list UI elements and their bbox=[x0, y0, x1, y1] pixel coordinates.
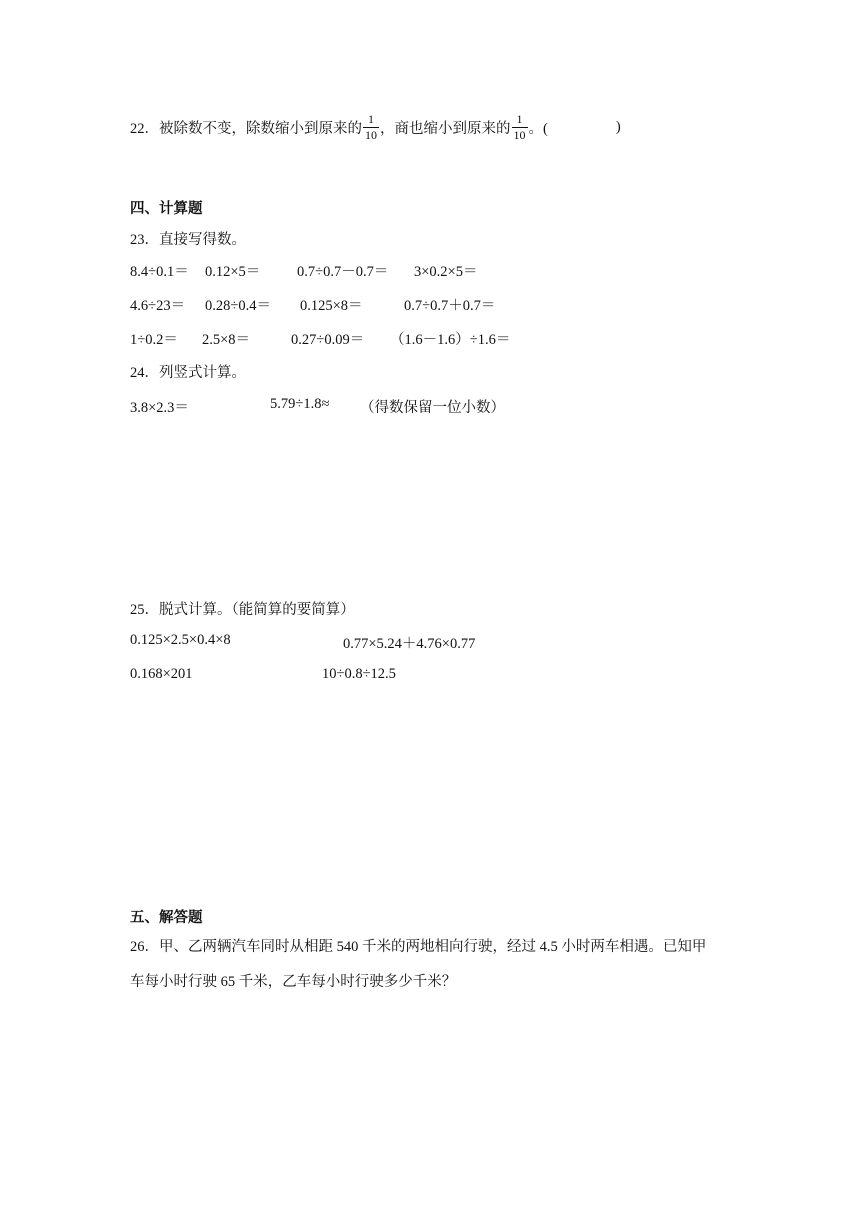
calc-item: 3.8×2.3＝ bbox=[130, 400, 189, 416]
calc-item: （1.6－1.6）÷1.6＝ bbox=[390, 332, 511, 348]
calc-item: 0.27÷0.09＝ bbox=[291, 332, 365, 348]
fraction-one-tenth: $\frac{1}{10}$ bbox=[365, 112, 377, 142]
calc-item: 0.168×201 bbox=[130, 666, 193, 682]
calc-item: 4.6÷23＝ bbox=[130, 298, 186, 314]
calc-item: 5.79÷1.8≈ bbox=[270, 396, 330, 412]
calc-item: 3×0.2×5＝ bbox=[414, 264, 478, 280]
question-23-prompt: 23．直接写得数。 bbox=[130, 232, 246, 248]
calc-item: 2.5×8＝ bbox=[202, 332, 251, 348]
question-22-text-part2: ，商也缩小到原来的 bbox=[380, 121, 511, 137]
calc-item: 0.28÷0.4＝ bbox=[205, 298, 271, 314]
calc-item: 0.7÷0.7－0.7＝ bbox=[297, 264, 389, 280]
question-25-prompt: 25．脱式计算。（能简算的要简算） bbox=[130, 602, 355, 618]
rounding-note: （得数保留一位小数） bbox=[360, 400, 505, 416]
calc-item: 0.125×2.5×0.4×8 bbox=[130, 632, 231, 648]
question-24-prompt: 24．列竖式计算。 bbox=[130, 365, 246, 381]
calc-item: 0.125×8＝ bbox=[300, 298, 363, 314]
question-22-text-part1: 22．被除数不变，除数缩小到原来的 bbox=[130, 121, 362, 137]
calc-item: 8.4÷0.1＝ bbox=[130, 264, 189, 280]
section-title: 五、解答题 bbox=[130, 910, 203, 926]
question-22-text-part4: ) bbox=[615, 119, 621, 135]
calc-item: 1÷0.2＝ bbox=[130, 332, 178, 348]
calc-item: 10÷0.8÷12.5 bbox=[322, 666, 396, 682]
calc-item: 0.12×5＝ bbox=[205, 264, 261, 280]
question-26-line: 车每小时行驶 65 千米，乙车每小时行驶多少千米？ bbox=[130, 974, 457, 990]
question-22-text-part3: 。( bbox=[528, 121, 548, 137]
question-22 bbox=[130, 112, 621, 143]
question-26-line: 26．甲、乙两辆汽车同时从相距 540 千米的两地相向行驶，经过 4.5 小时两车相遇。已知甲 bbox=[130, 939, 707, 955]
calc-item: 0.77×5.24＋4.76×0.77 bbox=[343, 636, 476, 652]
section-title: 四、计算题 bbox=[130, 201, 203, 217]
fraction-one-tenth: $\frac{1}{10}$ bbox=[513, 112, 526, 142]
calc-item: 0.7÷0.7＋0.7＝ bbox=[404, 298, 496, 314]
